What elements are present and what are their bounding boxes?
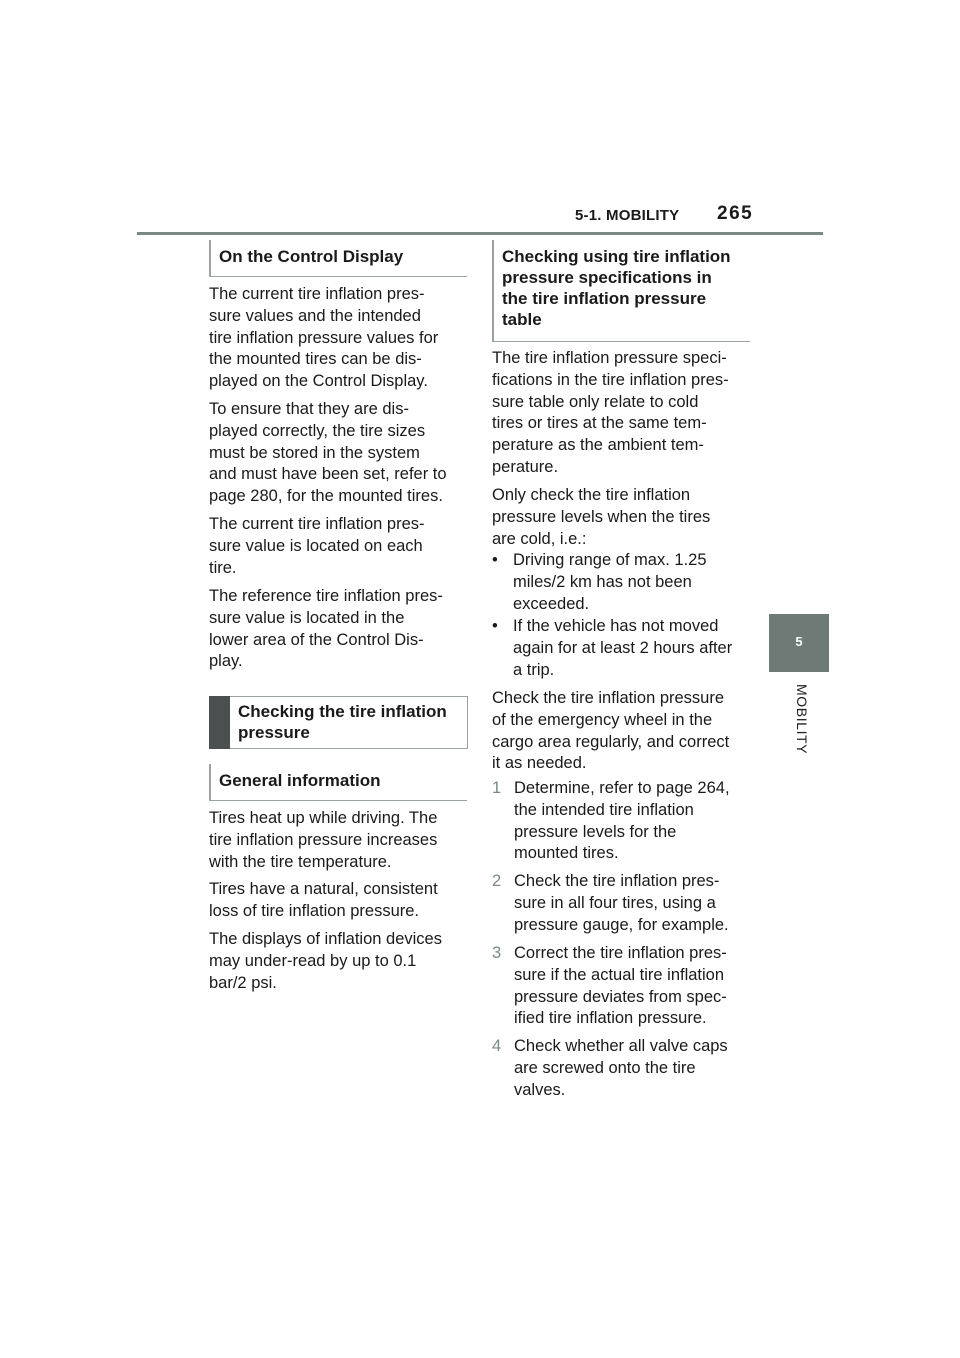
step-number: 3 [492,944,502,962]
step-number: 1 [492,779,502,797]
paragraph: The reference tire inflation pres- sure value is located in the lower area of the Control Dis- play. [209,587,443,671]
paragraph: To ensure that they are dis- played correctly, the tire sizes must be stored in the system and must have been set, refer to page 280, for the mounted tires. [209,400,447,506]
chapter-number: 5 [795,634,803,649]
heading-accent-bar [209,696,230,749]
step-number: 2 [492,872,502,890]
paragraph: The current tire inflation pres- sure value is located on each tire. [209,515,425,577]
header-divider [137,232,823,235]
chapter-tab [769,614,829,672]
heading-general-information: General information [209,764,467,801]
bullet-icon: • [492,551,498,569]
paragraph: Check the tire inflation pressure of the emergency wheel in the cargo area regularly, and correct it as needed. [492,689,730,773]
paragraph: The tire inflation pressure speci- fications in the tire inflation pres- sure table only relate to cold tires or tires at the same tem- perature as the ambient tem- perature. [492,349,729,476]
paragraph: Only check the tire inflation pressure levels when the tires are cold, i.e.: [492,486,711,548]
paragraph: Tires heat up while driving. The tire inflation pressure increases with the tire temperature. [209,809,438,871]
step-text: Check the tire inflation pres- sure in all four tires, using a pressure gauge, for example. [514,872,729,934]
section-title: 5-1. MOBILITY [575,207,680,224]
heading-checking-tire-inflation-pressure [209,696,468,749]
paragraph: The current tire inflation pres- sure values and the intended tire inflation pressure values for the mounted tires can be dis- played on the Control Display. [209,285,439,391]
step-text: Check whether all valve caps are screwed onto the tire valves. [514,1037,728,1099]
chapter-label: MOBILITY [794,684,810,755]
paragraph: The displays of inflation devices may under-read by up to 0.1 bar/2 psi. [209,930,442,992]
page-number: 265 [717,203,754,224]
heading-on-the-control-display: On the Control Display [209,240,467,277]
step-number: 4 [492,1037,502,1055]
step-text: Determine, refer to page 264, the intended tire inflation pressure levels for the mounted tires. [514,779,730,863]
bullet-icon: • [492,617,498,635]
heading-checking-using-table: Checking using tire inflation pressure specifications in the tire inflation pressure table [492,240,750,342]
paragraph: Tires have a natural, consistent loss of tire inflation pressure. [209,880,438,920]
heading-text: Checking the tire inflation pressure [238,702,447,742]
step-text: Correct the tire inflation pres- sure if the actual tire inflation pressure deviates from spec- ified tire inflation pressure. [514,944,727,1028]
